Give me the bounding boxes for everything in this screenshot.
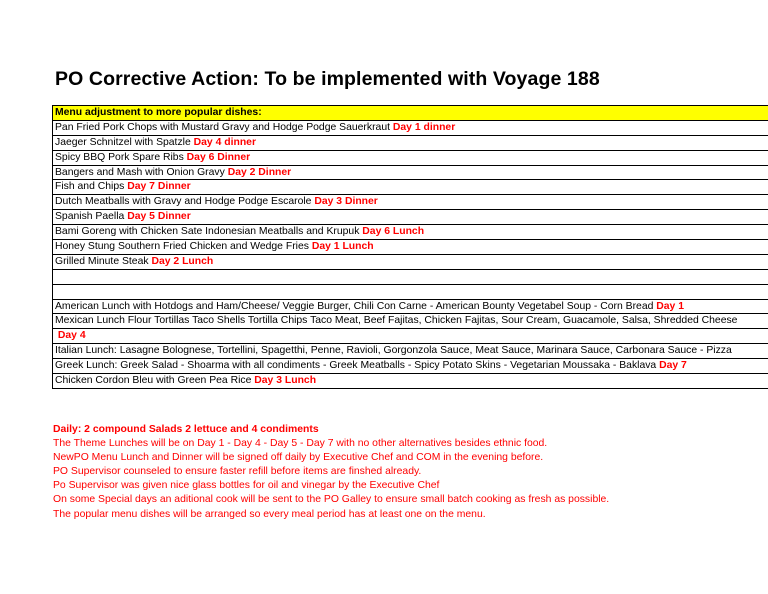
dish-text: Spicy BBQ Pork Spare Ribs xyxy=(55,151,187,163)
dish-text: Italian Lunch: Lasagne Bolognese, Tortellini, Spagetthi, Penne, Ravioli, Gorgonzola Sauce, Meat Sauce, Marinara Sauce, Carbonara Sauce - Pizza xyxy=(55,345,732,357)
note-line: NewPO Menu Lunch and Dinner will be signed off daily by Executive Chef and COM in the evening before. xyxy=(53,452,544,464)
menu-table xyxy=(52,105,768,389)
notes-section xyxy=(53,423,609,522)
day-label: Day 7 Dinner xyxy=(127,181,191,193)
note-line: The popular menu dishes will be arranged so every meal period has at least one on the menu. xyxy=(53,508,486,520)
note-line: On some Special days an aditional cook will be sent to the PO Galley to ensure small batch cooking as fresh as possible. xyxy=(53,494,610,506)
table-header: Menu adjustment to more popular dishes: xyxy=(53,106,768,121)
table-row xyxy=(53,210,768,225)
table-row xyxy=(53,359,768,374)
dish-text: Honey Stung Southern Fried Chicken and Wedge Fries xyxy=(55,241,312,253)
table-row xyxy=(53,180,768,195)
day-label: Day 5 Dinner xyxy=(127,211,191,223)
table-row-empty xyxy=(53,270,768,285)
dish-text: Mexican Lunch Flour Tortillas Taco Shells Tortilla Chips Taco Meat, Beef Fajitas, Chicken Fajitas, Sour Cream, Guacamole, Salsa, Shredded Cheese xyxy=(55,315,738,327)
day-label: Day 6 Lunch xyxy=(362,226,425,238)
page-title: PO Corrective Action: To be implemented with Voyage 188 xyxy=(55,68,600,90)
table-row xyxy=(53,344,768,359)
table-row xyxy=(53,121,768,136)
table-row xyxy=(53,329,768,344)
dish-text: Bami Goreng with Chicken Sate Indonesian Meatballs and Krupuk xyxy=(55,226,363,238)
dish-text: American Lunch with Hotdogs and Ham/Cheese/ Veggie Burger, Chili Con Carne - American Bounty Vegetabel Soup - Corn Bread xyxy=(55,300,657,312)
day-label: Day 4 xyxy=(57,330,86,342)
daily-salads-note: Daily: 2 compound Salads 2 lettuce and 4 condiments xyxy=(53,424,319,435)
table-row-empty xyxy=(53,285,768,300)
day-label: Day 2 Lunch xyxy=(151,255,214,267)
day-label: Day 6 Dinner xyxy=(186,151,251,163)
note-line: Po Supervisor was given nice glass bottles for oil and vinegar by the Executive Chef xyxy=(53,480,440,492)
table-row xyxy=(53,195,768,210)
dish-text: Grilled Minute Steak xyxy=(55,255,152,267)
table-row xyxy=(53,136,768,151)
dish-text: Spanish Paella xyxy=(55,211,128,223)
dish-text: Fish and Chips xyxy=(55,181,128,193)
dish-text: Pan Fried Pork Chops with Mustard Gravy and Hodge Podge Sauerkraut xyxy=(55,121,393,133)
dish-text: Dutch Meatballs with Gravy and Hodge Podge Escarole xyxy=(55,196,315,208)
table-row xyxy=(53,314,768,329)
table-row xyxy=(53,166,768,181)
table-row xyxy=(53,225,768,240)
day-label: Day 2 Dinner xyxy=(227,166,292,178)
day-label: Day 3 Lunch xyxy=(254,375,317,387)
table-row xyxy=(53,255,768,270)
table-row xyxy=(53,240,768,255)
table-row xyxy=(53,151,768,166)
table-row xyxy=(53,374,768,389)
note-line: The Theme Lunches will be on Day 1 - Day 4 - Day 5 - Day 7 with no other alternatives besides ethnic food. xyxy=(53,438,548,450)
day-label: Day 1 xyxy=(656,300,684,312)
dish-text: Jaeger Schnitzel with Spatzle xyxy=(55,136,194,148)
day-label: Day 1 Lunch xyxy=(311,241,374,253)
dish-text: Bangers and Mash with Onion Gravy xyxy=(55,166,228,178)
day-label: Day 4 dinner xyxy=(193,136,256,148)
table-row xyxy=(53,300,768,315)
dish-text: Greek Lunch: Greek Salad - Shoarma with all condiments - Greek Meatballs - Spicy Potato Skins - Vegetarian Moussaka - Baklava xyxy=(55,360,660,372)
day-label: Day 7 xyxy=(659,360,687,372)
day-label: Day 3 Dinner xyxy=(314,196,378,208)
day-label: Day 1 dinner xyxy=(392,121,456,133)
dish-text: Chicken Cordon Bleu with Green Pea Rice xyxy=(55,375,255,387)
note-line: PO Supervisor counseled to ensure faster refill before items are finshed already. xyxy=(53,466,422,478)
